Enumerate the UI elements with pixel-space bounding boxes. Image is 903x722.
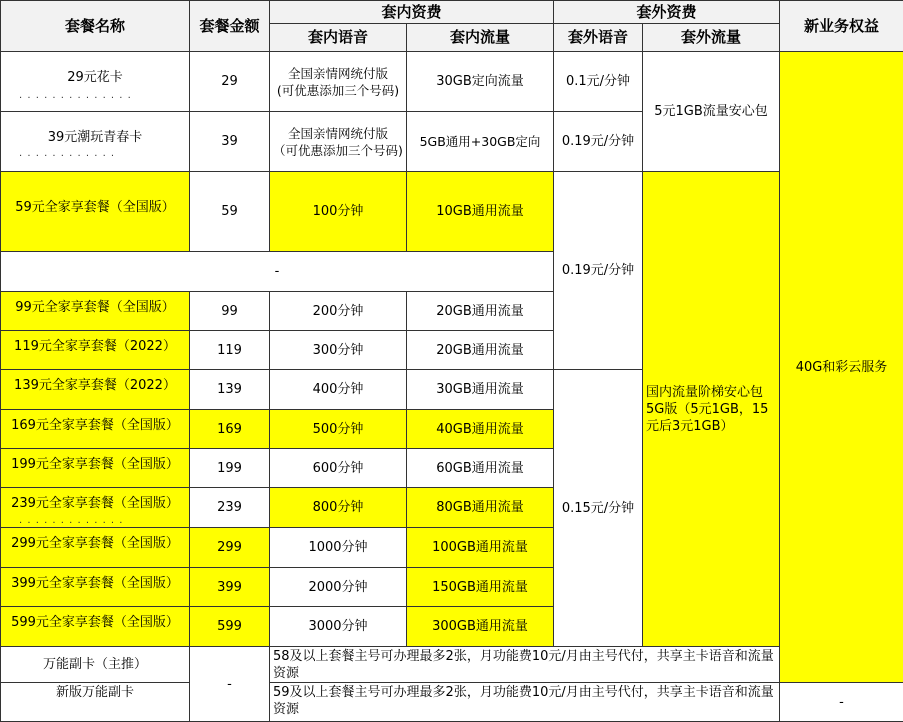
outer-voice-cell: 0.15元/分钟 — [554, 370, 643, 647]
inner-voice: 500分钟 — [270, 410, 407, 449]
header-plan-name: 套餐名称 — [0, 0, 190, 52]
plan-name: 139元全家享套餐（2022） — [14, 378, 176, 393]
sub-card-desc: 59及以上套餐主号可办理最多2张，月功能费10元/月由主号代付，共享主卡语音和流量资源 — [270, 683, 780, 722]
plan-name-cell — [0, 370, 190, 410]
inner-data: 30GB定向流量 — [407, 52, 554, 112]
plan-price: 99 — [190, 292, 270, 331]
plan-price: 299 — [190, 528, 270, 568]
plan-name: 239元全家享套餐（全国版） — [11, 496, 179, 511]
plan-name: 99元全家享套餐（全国版） — [15, 299, 175, 315]
inner-voice: 400分钟 — [270, 370, 407, 410]
inner-data: 5GB通用+30GB定向 — [407, 112, 554, 172]
plan-name-cell: 239元全家享套餐（全国版） · · · · · · · · · · · · · — [0, 488, 190, 528]
inner-voice: 100分钟 — [270, 172, 407, 252]
inner-data: 100GB通用流量 — [407, 528, 554, 568]
plan-name: 119元全家享套餐（2022） — [14, 338, 176, 354]
inner-data: 30GB通用流量 — [407, 370, 554, 410]
plan-name: 新版万能副卡 — [0, 683, 190, 722]
sub-card-desc: 58及以上套餐主号可办理最多2张，月功能费10元/月由主号代付，共享主卡语音和流量资源 — [270, 647, 780, 683]
plan-price: 199 — [190, 449, 270, 488]
inner-data: 20GB通用流量 — [407, 331, 554, 370]
inner-data: 60GB通用流量 — [407, 449, 554, 488]
benefit-cell: - — [780, 683, 903, 722]
plan-name: 39元潮玩青春卡 — [47, 130, 143, 145]
plan-price: 59 — [190, 172, 270, 252]
inner-data: 150GB通用流量 — [407, 568, 554, 607]
benefit-cell: 40G和彩云服务 — [780, 52, 903, 683]
plan-name-cell — [0, 528, 190, 568]
plan-name: 169元全家享套餐（全国版） — [11, 417, 179, 433]
header-inner-data: 套内流量 — [407, 24, 554, 52]
inner-voice: 600分钟 — [270, 449, 407, 488]
header-outer-data: 套外流量 — [643, 24, 780, 52]
plan-name: 299元全家享套餐（全国版） — [11, 536, 179, 551]
plan-price: 139 — [190, 370, 270, 410]
header-inner-voice: 套内语音 — [270, 24, 407, 52]
header-outer-fee: 套外资费 — [554, 0, 780, 24]
plan-name: 399元全家享套餐（全国版） — [11, 575, 179, 591]
plan-name-cell — [0, 410, 190, 449]
plan-name-cell — [0, 172, 190, 252]
outer-voice-cell: 0.1元/分钟 — [554, 52, 643, 112]
inner-voice: 2000分钟 — [270, 568, 407, 607]
inner-data: 10GB通用流量 — [407, 172, 554, 252]
plan-name: 59元全家享套餐（全国版） — [15, 200, 175, 215]
inner-voice: 全国亲情网统付版 （可优惠添加三个号码) — [270, 112, 407, 172]
inner-voice: 200分钟 — [270, 292, 407, 331]
plan-price: 239 — [190, 488, 270, 528]
plan-price: - — [190, 647, 270, 722]
plan-price: 599 — [190, 607, 270, 647]
header-new-benefit: 新业务权益 — [780, 0, 903, 52]
plan-price: 399 — [190, 568, 270, 607]
inner-data: 40GB通用流量 — [407, 410, 554, 449]
plan-name: 万能副卡（主推） — [0, 647, 190, 683]
inner-voice: 800分钟 — [270, 488, 407, 528]
inner-voice: 300分钟 — [270, 331, 407, 370]
blank-row: - — [0, 252, 554, 292]
inner-voice: 1000分钟 — [270, 528, 407, 568]
header-outer-voice: 套外语音 — [554, 24, 643, 52]
plan-price: 29 — [190, 52, 270, 112]
inner-voice: 全国亲情网统付版 (可优惠添加三个号码) — [270, 52, 407, 112]
plan-name-cell: 39元潮玩青春卡 · · · · · · · · · · · · — [0, 112, 190, 172]
plan-name-cell — [0, 568, 190, 607]
plan-name: 199元全家享套餐（全国版） — [11, 456, 179, 472]
plan-price: 39 — [190, 112, 270, 172]
plan-name-cell: 29元花卡 · · · · · · · · · · · · · · — [0, 52, 190, 112]
plan-name-cell — [0, 449, 190, 488]
plan-name-cell — [0, 331, 190, 370]
plan-name-cell — [0, 292, 190, 331]
plan-price: 169 — [190, 410, 270, 449]
inner-voice: 3000分钟 — [270, 607, 407, 647]
header-inner-fee: 套内资费 — [270, 0, 554, 24]
plan-name-cell — [0, 607, 190, 647]
outer-voice-cell: 0.19元/分钟 — [554, 112, 643, 172]
outer-voice-cell: 0.19元/分钟 — [554, 172, 643, 370]
outer-data-cell: 国内流量阶梯安心包5G版（5元1GB，15元后3元1GB） — [643, 172, 780, 647]
inner-data: 300GB通用流量 — [407, 607, 554, 647]
plan-price: 119 — [190, 331, 270, 370]
outer-data-cell: 5元1GB流量安心包 — [643, 52, 780, 172]
plan-name: 29元花卡 — [67, 70, 123, 85]
plan-name: 599元全家享套餐（全国版） — [11, 615, 179, 630]
inner-data: 20GB通用流量 — [407, 292, 554, 331]
header-plan-price: 套餐金额 — [190, 0, 270, 52]
inner-data: 80GB通用流量 — [407, 488, 554, 528]
